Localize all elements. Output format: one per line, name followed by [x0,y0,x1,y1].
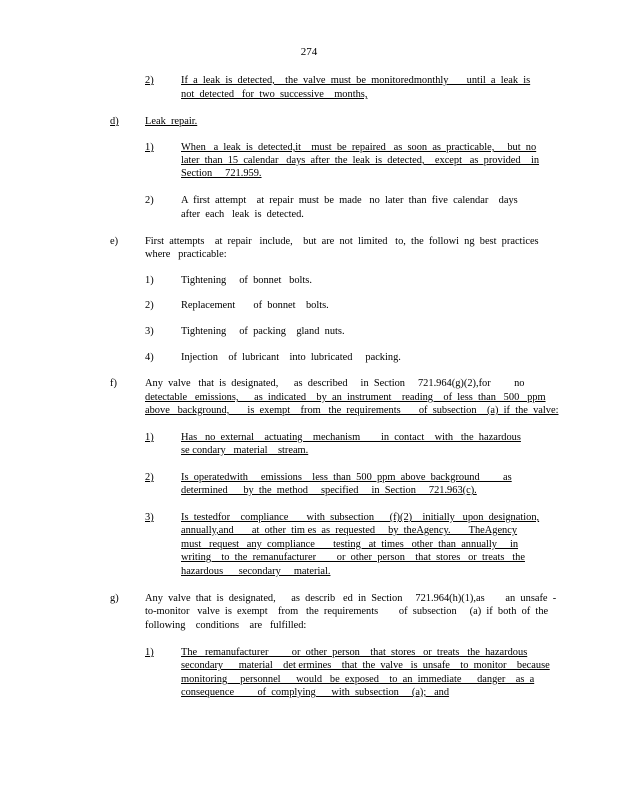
item-text: Tightening of packing gland nuts. [181,326,345,337]
item-text: Has no external actuating mechanism in contact with the hazardous [181,432,521,443]
item-label: 1) [145,275,154,286]
item-text: The remanufacturer or other person that stores or treats the hazardous [181,647,528,658]
item-label: 1) [145,142,154,153]
item-label: g) [110,593,119,604]
item-text: Any valve that is designated, as described in Section 721.964(g)(2),for no [145,378,525,389]
item-text: where practicable: [145,249,227,260]
item-text: se condary material stream. [181,445,309,456]
item-text: Tightening of bonnet bolts. [181,275,312,286]
item-label: 2) [145,75,154,86]
item-text: Is testedfor compliance with subsection (f)(2) initially upon designation, [181,512,540,523]
item-text: later than 15 calendar days after the leak is detected, except as provided in [181,155,540,166]
item-text: consequence of complying with subsection (a); and [181,687,450,698]
item-label: e) [110,236,119,247]
item-text: Any valve that is designated, as describ ed in Section 721.964(h)(1),as an unsafe - [145,593,557,604]
item-text: hazardous secondary material. [181,566,331,577]
item-label: 1) [145,432,154,443]
item-text: secondary material det ermines that the valve is unsafe to monitor because [181,660,550,671]
item-label: 2) [145,195,154,206]
item-label: 3) [145,326,154,337]
item-label: 4) [145,352,154,363]
item-text: to-monitor valve is exempt from the requirements of subsection (a) if both of the [145,606,549,617]
item-text: If a leak is detected, the valve must be monitoredmonthly until a leak is [181,75,531,86]
item-label: f) [110,378,117,389]
item-text: Is operatedwith emissions less than 500 ppm above background as [181,472,512,483]
item-label: 3) [145,512,154,523]
item-label: 2) [145,472,154,483]
item-text: A first attempt at repair must be made no later than five calendar days [181,195,518,206]
item-text: Injection of lubricant into lubricated packing. [181,352,401,363]
item-text: following conditions are fulfilled: [145,620,307,631]
item-text: determined by the method specified in Section 721.963(c). [181,485,477,496]
item-text: Replacement of bonnet bolts. [181,300,329,311]
item-text: writing to the remanufacturer or other person that stores or treats the [181,552,525,563]
item-label: 1) [145,647,154,658]
item-text: annually,and at other tim es as requested by theAgency. TheAgency [181,525,518,536]
item-label: d) [110,116,119,127]
item-text: after each leak is detected. [181,209,304,220]
item-text: Leak repair. [145,116,198,127]
item-text: must request any compliance testing at times other than annually in [181,539,519,550]
item-text: monitoring personnel would be exposed to an immediate danger as a [181,674,535,685]
item-text: Section 721.959. [181,168,262,179]
item-text: First attempts at repair include, but are not limited to, the followi ng best practices [145,236,539,247]
item-text: detectable emissions, as indicated by an instrument reading of less than 500 ppm [145,392,546,403]
item-text: not detected for two successive months, [181,89,368,100]
page-number: 274 [300,46,318,58]
item-label: 2) [145,300,154,311]
item-text: When a leak is detected,it must be repaired as soon as practicable, but no [181,142,537,153]
item-text: above background, is exempt from the requirements of subsection (a) if the valve: [145,405,559,416]
